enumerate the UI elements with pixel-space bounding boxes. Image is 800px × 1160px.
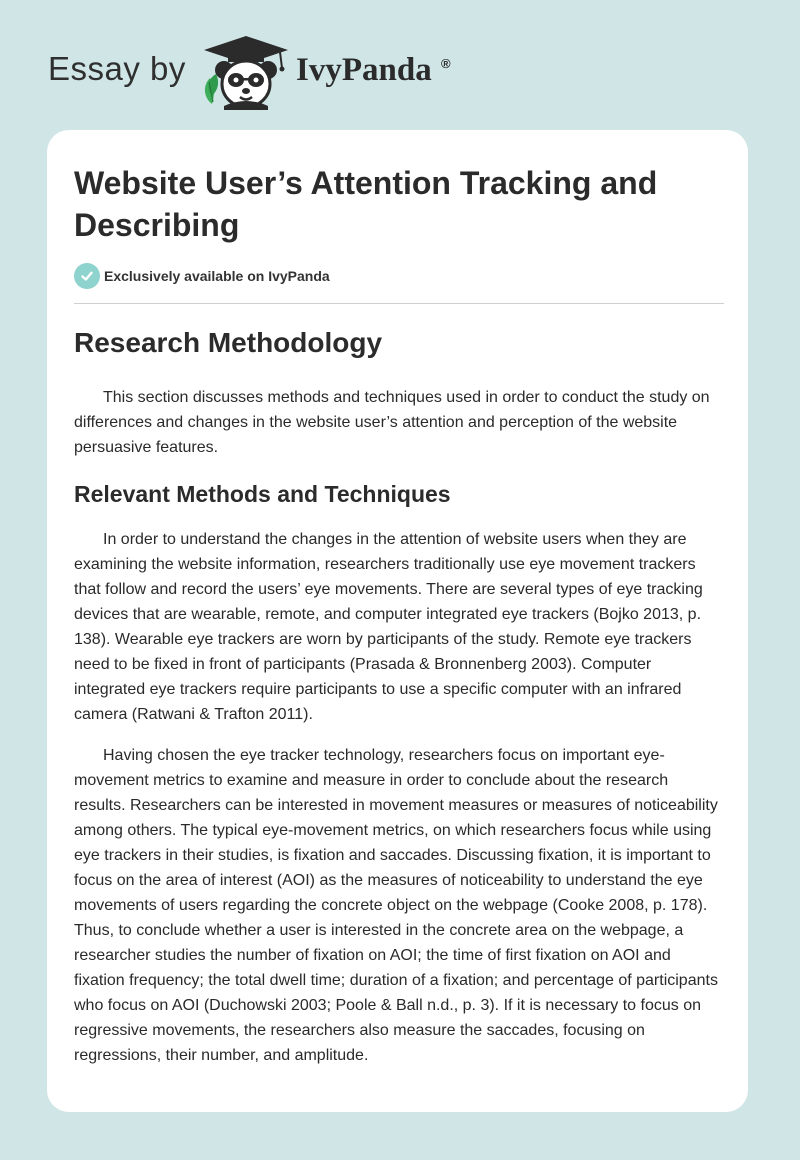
exclusive-label: Exclusively available on IvyPanda: [104, 268, 330, 284]
brand-name: IvyPanda: [296, 52, 432, 88]
panda-graduate-icon: [200, 34, 292, 110]
exclusive-badge: [74, 263, 330, 289]
intro-paragraph: This section discusses methods and techniques used in order to conduct the study on differences and changes in the website user’s attention and perception of the website persuasive features.: [74, 389, 710, 456]
essay-title: Website User’s Attention Tracking and Describing: [74, 165, 658, 243]
divider: [74, 303, 724, 304]
registered-mark: ®: [441, 56, 451, 71]
essay-by-label: Essay by: [48, 50, 186, 87]
body-paragraph: In order to understand the changes in the attention of website users when they are examining the website information, researchers traditionally use eye movement trackers that follow and record the users’ eye movements. There are several types of eye tracking devices that are wearable, remote, and computer integrated eye trackers (Bojko 2013, p. 138). Wearable eye trackers are worn by participants of the study. Remote eye trackers need to be fixed in front of participants (Prasada & Bronnenberg 2003). Computer integrated eye trackers require participants to use a specific computer with an infrared camera (Ratwani & Trafton 2011).: [74, 531, 703, 723]
site-header: [0, 0, 800, 130]
essay-card: [47, 130, 748, 1112]
section-heading: Research Methodology: [74, 327, 383, 358]
body-paragraph: Having chosen the eye tracker technology, researchers focus on important eye-movement metrics to examine and measure in order to conclude about the research results. Researchers can be interested in movement measures or measures of noticeability among others. The typical eye-movement metrics, on which researchers focus while using eye trackers in their studies, is fixation and saccades. Discussing fixation, it is important to focus on the area of interest (AOI) as the measures of noticeability to understand the eye movements of users regarding the concrete object on the webpage (Cooke 2008, p. 178). Thus, to conclude whether a user is interested in the concrete area on the webpage, a researcher studies the number of fixation on AOI; the time of first fixation on AOI and fixation frequency; the total dwell time; duration of a fixation; and percentage of participants who focus on AOI (Duchowski 2003; Poole & Ball n.d., p. 3). If it is necessary to focus on regressive movements, the researchers also measure the saccades, focusing on regressions, their number, and amplitude.: [74, 747, 718, 1064]
subsection-heading: Relevant Methods and Techniques: [74, 481, 451, 507]
check-icon: [74, 263, 100, 289]
